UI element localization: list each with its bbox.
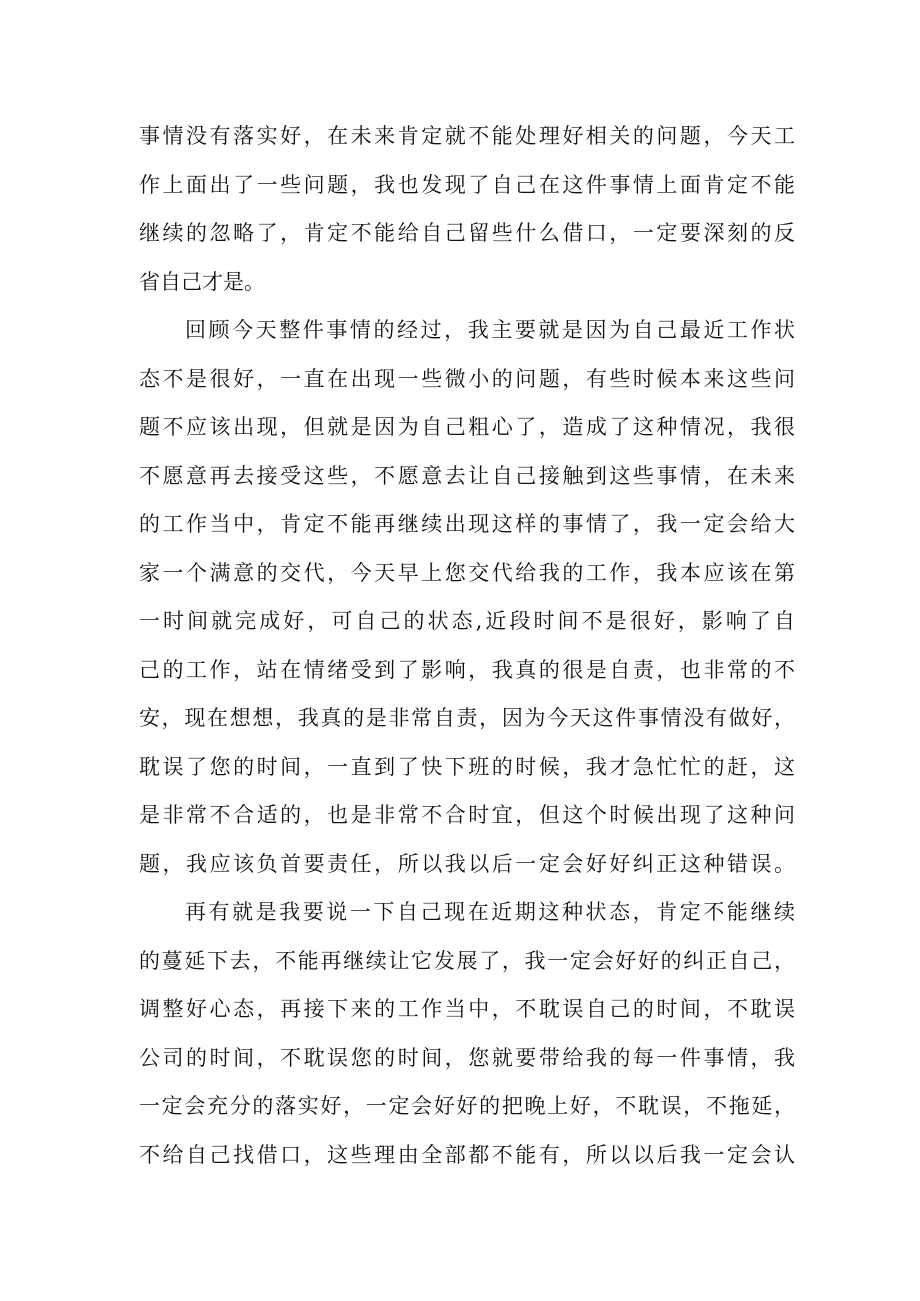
- text-line: 不愿意再去接受这些，不愿意去让自己接触到这些事情，在未来: [139, 463, 795, 488]
- text-line: 家一个满意的交代，今天早上您交代给我的工作，我本应该在第: [139, 560, 795, 585]
- text-line: 耽误了您的时间，一直到了快下班的时候，我才急忙忙的赶，这: [139, 754, 795, 779]
- text-line: 不给自己找借口，这些理由全部都不能有，所以以后我一定会认: [139, 1142, 795, 1167]
- text-line: 一定会充分的落实好，一定会好好的把晚上好，不耽误，不拖延，: [139, 1094, 795, 1118]
- text-line: 安，现在想想，我真的是非常自责，因为今天这件事情没有做好，: [139, 706, 795, 730]
- document-body: [139, 112, 795, 1179]
- text-line: 公司的时间，不耽误您的时间，您就要带给我的每一件事情，我: [139, 1045, 795, 1070]
- text-line: 己的工作，站在情绪受到了影响，我真的很是自责，也非常的不: [139, 657, 795, 682]
- text-line: 再有就是我要说一下自己现在近期这种状态，肯定不能继续: [185, 900, 795, 924]
- text-line: 的工作当中，肯定不能再继续出现这样的事情了，我一定会给大: [139, 512, 795, 536]
- text-line: 继续的忽略了，肯定不能给自己留些什么借口，一定要深刻的反: [139, 221, 795, 245]
- text-line: 是非常不合适的，也是非常不合时宜，但这个时候出现了这种问: [139, 803, 795, 827]
- text-line: 题，我应该负首要责任，所以我以后一定会好好纠正这种错误。: [139, 851, 795, 876]
- text-line: 题不应该出现，但就是因为自己粗心了，造成了这种情况，我很: [139, 415, 795, 439]
- text-line: 一时间就完成好，可自己的状态,近段时间不是很好，影响了自: [139, 609, 795, 633]
- text-line: 调整好心态，再接下来的工作当中，不耽误自己的时间，不耽误: [139, 997, 795, 1021]
- text-line: 态不是很好，一直在出现一些微小的问题，有些时候本来这些问: [139, 366, 795, 391]
- text-line: 作上面出了一些问题，我也发现了自己在这件事情上面肯定不能: [139, 172, 795, 197]
- text-line: 的蔓延下去，不能再继续让它发展了，我一定会好好的纠正自己，: [139, 948, 795, 973]
- text-line: 省自己才是。: [139, 269, 265, 294]
- text-line: 事情没有落实好，在未来肯定就不能处理好相关的问题，今天工: [139, 124, 795, 148]
- text-line: 回顾今天整件事情的经过，我主要就是因为自己最近工作状: [185, 318, 795, 342]
